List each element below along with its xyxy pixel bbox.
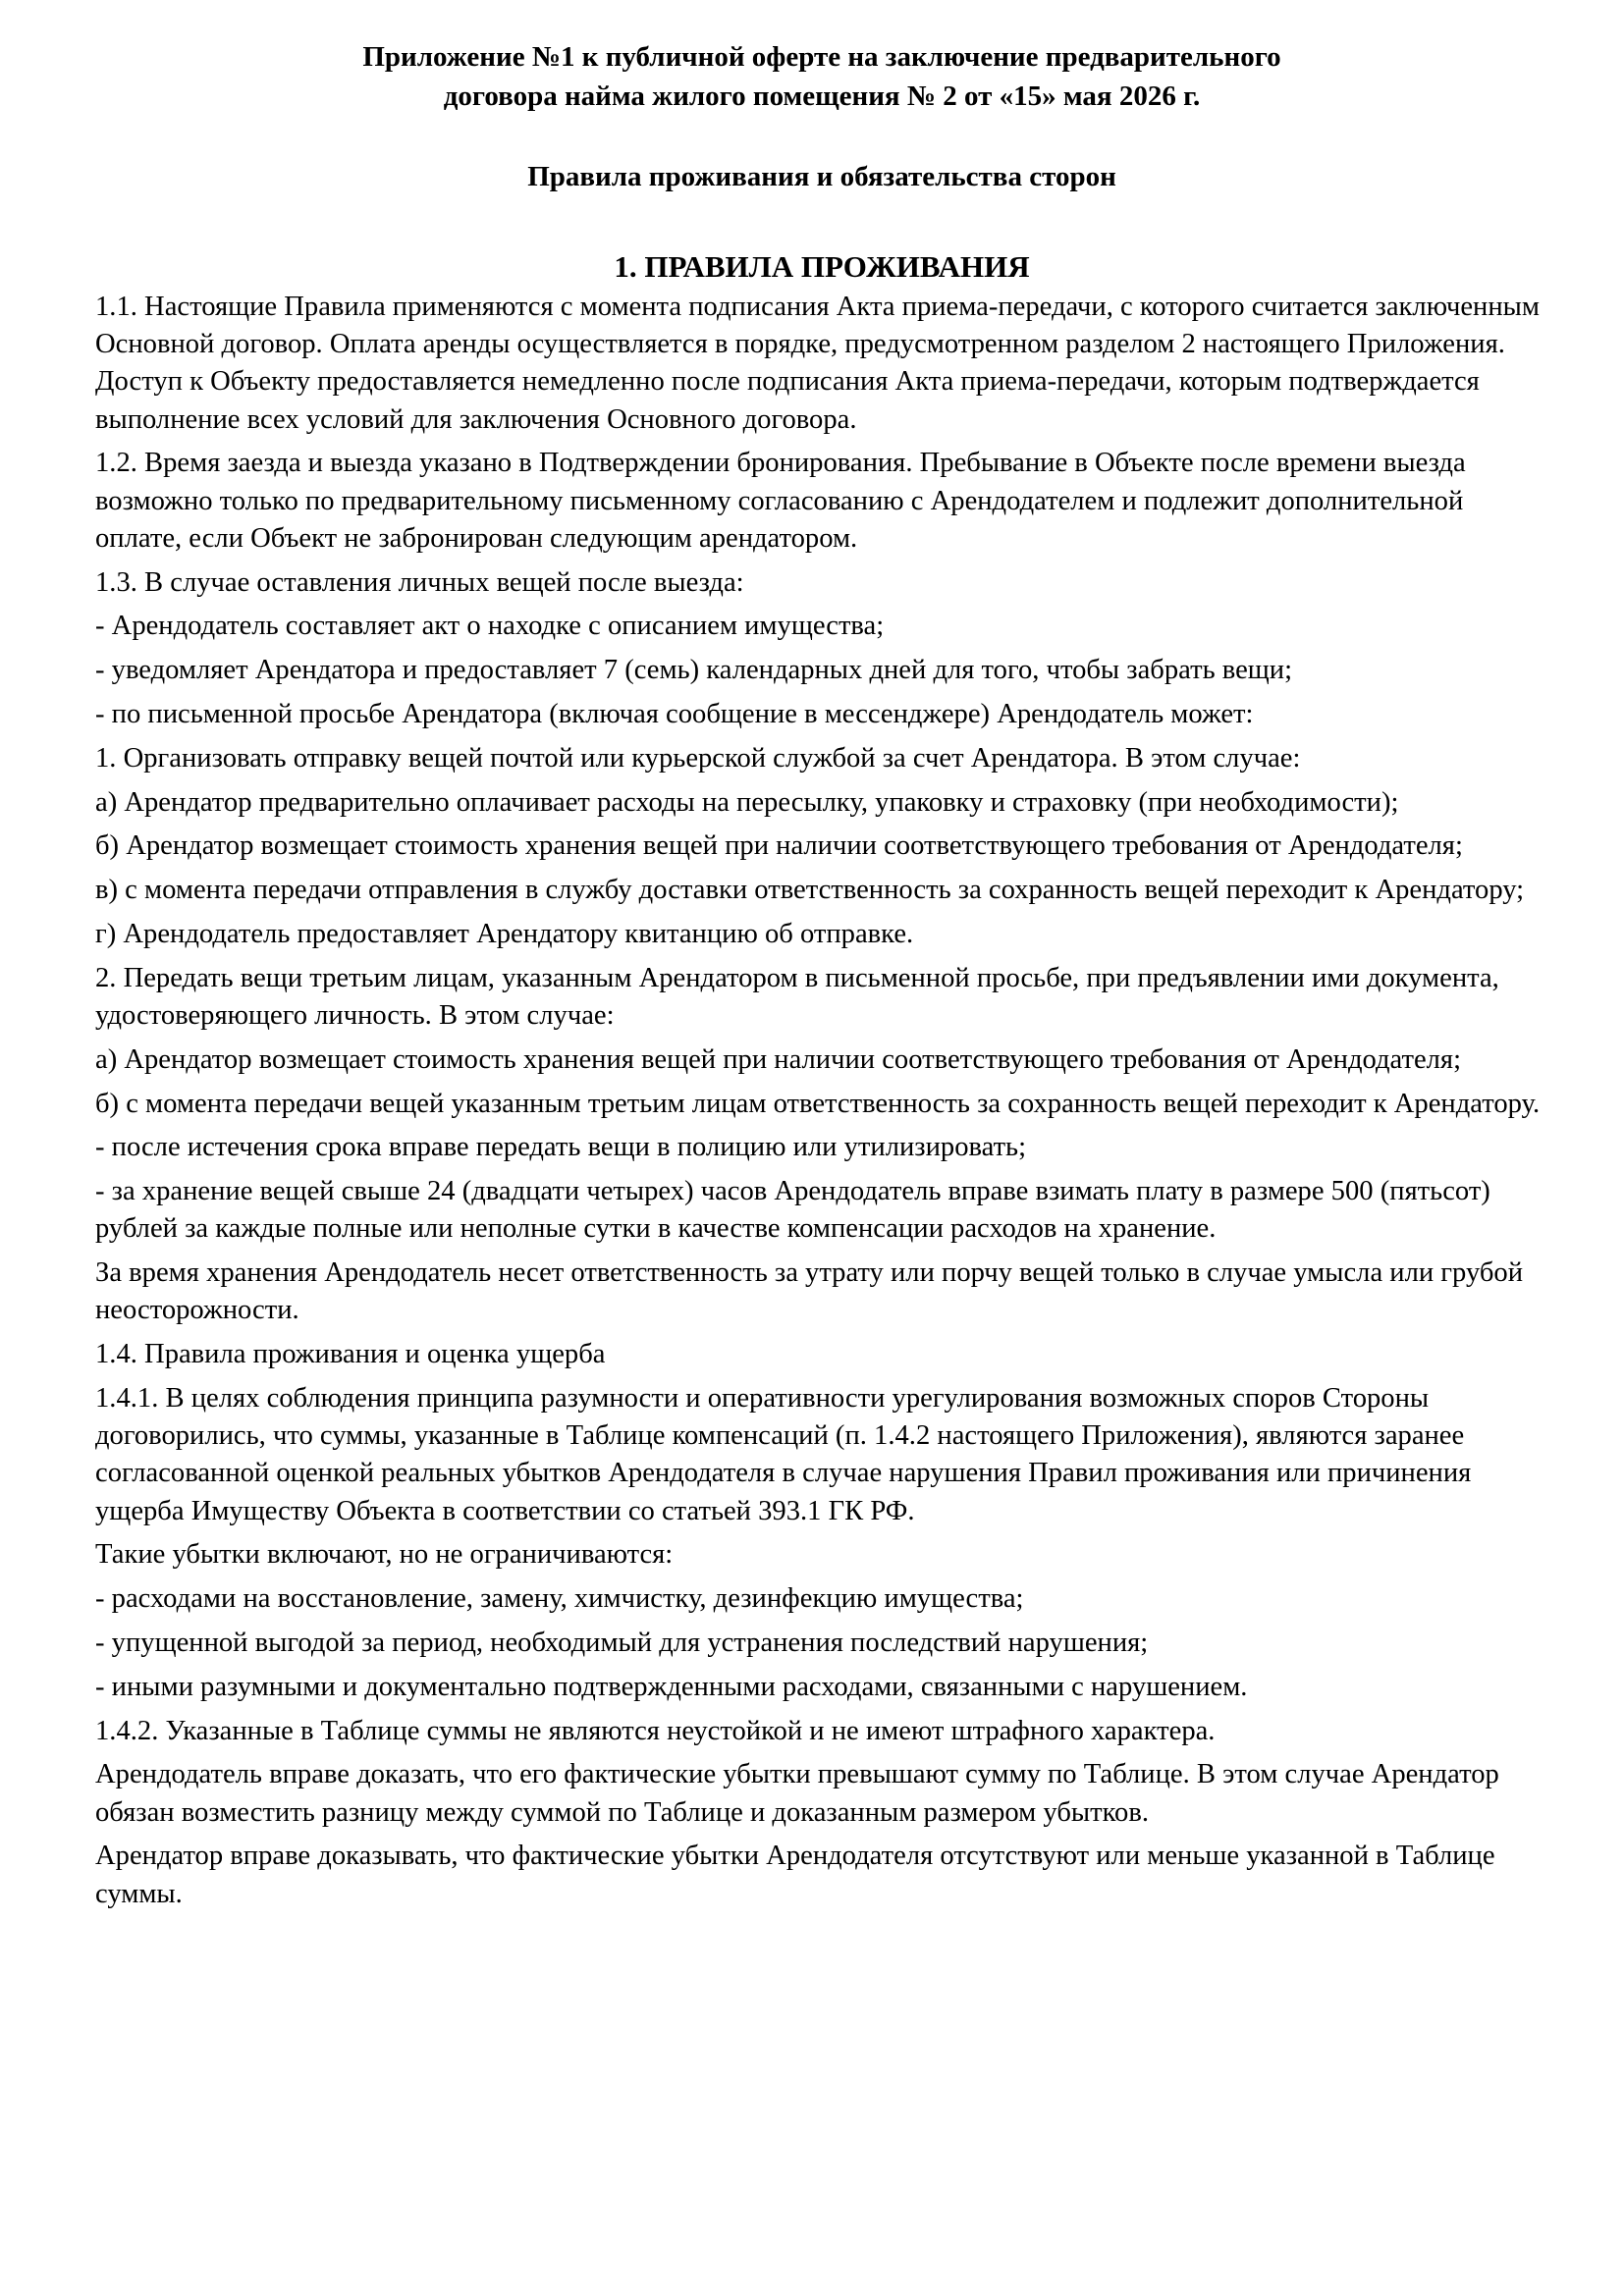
document-title-line-1: Приложение №1 к публичной оферте на заключение предварительного bbox=[362, 41, 1281, 73]
paragraph: 1.4.1. В целях соблюдения принципа разумности и оперативности урегулирования возможных споров Стороны договорились, что суммы, указанные в Таблице компенсаций (п. 1.4.2 настоящего Приложения), являются заранее согласованной оценкой реальных убытков Арендодателя в случае нарушения Правил проживания или причинения ущерба Имуществу Объекта в соответствии со статьей 393.1 ГК РФ. bbox=[95, 1382, 1472, 1526]
paragraph: 1.3. В случае оставления личных вещей после выезда: bbox=[95, 566, 744, 598]
list-item: а) Арендатор возмещает стоимость хранения вещей при наличии соответствующего требования от Арендодателя; bbox=[95, 1043, 1462, 1075]
list-item: 2. Передать вещи третьим лицам, указанным Арендатором в письменной просьбе, при предъявлении ими документа, удостоверяющего личность. В этом случае: bbox=[95, 962, 1499, 1031]
list-item: - Арендодатель составляет акт о находке с описанием имущества; bbox=[95, 611, 885, 642]
list-item: в) с момента передачи отправления в службу доставки ответственность за сохранность вещей переходит к Арендатору; bbox=[95, 875, 1525, 906]
list-item: б) с момента передачи вещей указанным третьим лицам ответственность за сохранность вещей переходит к Арендатору. bbox=[95, 1088, 1541, 1119]
paragraph: 1.4.2. Указанные в Таблице суммы не являются неустойкой и не имеют штрафного характера. bbox=[95, 1715, 1216, 1746]
list-item: - упущенной выгодой за период, необходимый для устранения последствий нарушения; bbox=[95, 1627, 1149, 1658]
list-item: - уведомляет Арендатора и предоставляет 7 (семь) календарных дней для того, чтобы забрать вещи; bbox=[95, 655, 1293, 686]
paragraph: 1.2. Время заезда и выезда указано в Подтверждении бронирования. Пребывание в Объекте после времени выезда возможно только по предварительному письменному согласованию с Арендодателем и подлежит дополнительной оплате, если Объект не забронирован следующим арендатором. bbox=[95, 448, 1466, 554]
paragraph: 1.1. Настоящие Правила применяются с момента подписания Акта приема-передачи, с которого считается заключенным Основной договор. Оплата аренды осуществляется в порядке, предусмотренном разделом 2 настоящего Приложения. Доступ к Объекту предоставляется немедленно после подписания Акта приема-передачи, которым подтверждается выполнение всех условий для заключения Основного договора. bbox=[95, 292, 1540, 435]
list-item: - после истечения срока вправе передать вещи в полицию или утилизировать; bbox=[95, 1132, 1027, 1163]
paragraph: 1.4. Правила проживания и оценка ущерба bbox=[95, 1339, 606, 1370]
list-item: - расходами на восстановление, замену, химчистку, дезинфекцию имущества; bbox=[95, 1583, 1024, 1615]
list-item: - за хранение вещей свыше 24 (двадцати четырех) часов Арендодатель вправе взимать плату в размере 500 (пятьсот) рублей за каждые полные или неполные сутки в качестве компенсации расходов на хранение. bbox=[95, 1176, 1490, 1245]
list-item: - иными разумными и документально подтвержденными расходами, связанными с нарушением. bbox=[95, 1671, 1248, 1702]
paragraph: Арендатор вправе доказывать, что фактические убытки Арендодателя отсутствуют или меньше указанной в Таблице суммы. bbox=[95, 1841, 1495, 1909]
list-item: - по письменной просьбе Арендатора (включая сообщение в мессенджере) Арендодатель может: bbox=[95, 699, 1254, 729]
document-title-line-2: договора найма жилого помещения № 2 от «15» мая 2026 г. bbox=[443, 80, 1201, 112]
paragraph: Такие убытки включают, но не ограничиваются: bbox=[95, 1539, 674, 1571]
paragraph: За время хранения Арендодатель несет ответственность за утрату или порчу вещей только в случае умысла или грубой неосторожности. bbox=[95, 1257, 1524, 1326]
list-item: г) Арендодатель предоставляет Арендатору квитанцию об отправке. bbox=[95, 918, 914, 949]
document-page bbox=[95, 37, 1548, 1919]
section-heading: 1. ПРАВИЛА ПРОЖИВАНИЯ bbox=[614, 249, 1030, 284]
list-item: 1. Организовать отправку вещей почтой или курьерской службой за счет Арендатора. В этом случае: bbox=[95, 742, 1301, 774]
list-item: б) Арендатор возмещает стоимость хранения вещей при наличии соответствующего требования от Арендодателя; bbox=[95, 830, 1463, 862]
document-subtitle: Правила проживания и обязательства сторон bbox=[527, 161, 1116, 192]
paragraph: Арендодатель вправе доказать, что его фактические убытки превышают сумму по Таблице. В этом случае Арендатор обязан возместить разницу между суммой по Таблице и доказанным размером убытков. bbox=[95, 1759, 1499, 1828]
section-body bbox=[95, 289, 1548, 1913]
list-item: а) Арендатор предварительно оплачивает расходы на пересылку, упаковку и страховку (при необходимости); bbox=[95, 786, 1399, 818]
